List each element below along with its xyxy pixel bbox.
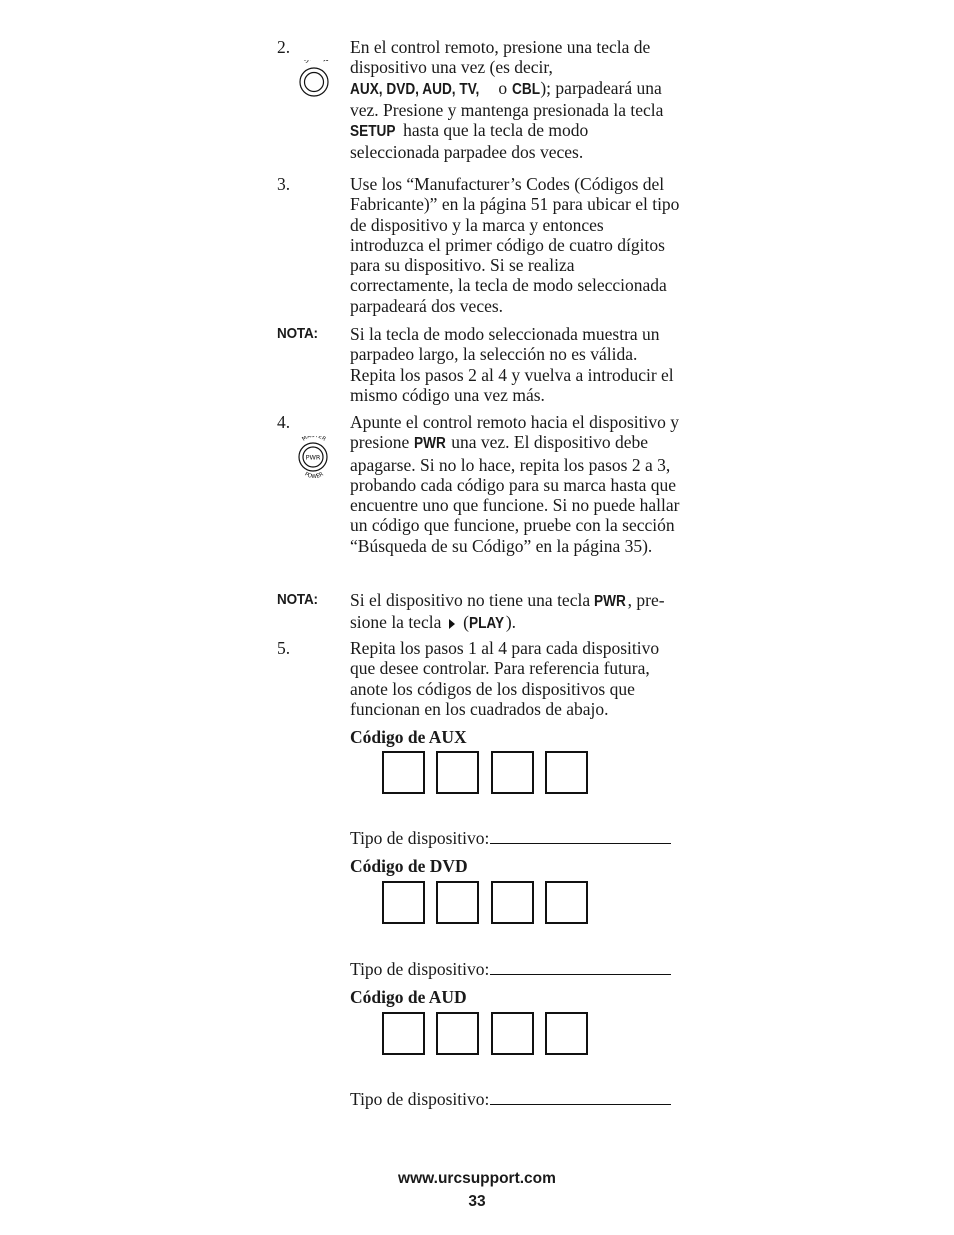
code-digit-box[interactable] [545,751,588,794]
code-digit-box[interactable] [382,1012,425,1055]
device-type-field: Tipo de dispositivo: [350,1089,671,1109]
step-number: 4. [277,412,291,432]
device-type-blank[interactable] [490,829,671,844]
code-digit-box[interactable] [545,881,588,924]
note-label: NOTA: [277,591,318,608]
play-icon [449,619,455,629]
step-text: Apunte el control remoto hacia el dispositivo y presione PWR una vez. El dispositivo debe apagarse. Si no lo hace, repita los pasos 2 a 3, probando cada código para su marca hasta que encuentre uno que funcione. Si no puede hallar un código que funcione, pruebe con la sección “Búsqueda de su Código” en la página 35). [350,412,680,556]
key-label: SETUP [350,123,396,141]
key-label: PWR [594,593,627,610]
code-digit-box[interactable] [491,1012,534,1055]
footer-url[interactable]: www.urcsupport.com [398,1170,556,1187]
note-text: Si la tecla de modo seleccionada muestra un parpadeo largo, la selección no es válida. Repita los pasos 2 al 4 y vuelva a introducir el mismo código una vez más. [350,324,674,405]
step-number: 5. [277,638,291,658]
code-digit-box[interactable] [382,881,425,924]
svg-text:POWER: POWER [303,471,325,478]
code-digit-box[interactable] [491,881,534,924]
code-section-heading: Código de AUX [350,727,467,747]
device-type-field: Tipo de dispositivo: [350,828,671,848]
step-text: En el control remoto, presione una tecla de dispositivo una vez (es decir, AUX, DVD, AUD, TV, o CBL); parpadeará una vez. Presione y mantenga presionada la tecla SETUP hasta que la tecla de modo seleccionada parpadee dos veces. [350,37,664,163]
note-text: Si el dispositivo no tiene una tecla PWR, pre-sione la tecla (PLAY ). [350,590,680,635]
svg-text:PWR: PWR [305,453,321,462]
key-label: AUX, DVD, AUD, TV, [350,80,480,98]
key-label: CBL [511,80,540,98]
setup-button-icon [296,60,336,104]
page-number: 33 [468,1193,486,1210]
code-digit-box[interactable] [436,881,479,924]
code-digit-box[interactable] [491,751,534,794]
code-digit-box[interactable] [382,751,425,794]
device-type-field: Tipo de dispositivo: [350,959,671,979]
step-number: 3. [277,174,291,194]
code-digit-box[interactable] [436,1012,479,1055]
code-digit-box[interactable] [436,751,479,794]
device-type-blank[interactable] [490,1090,671,1105]
note-label: NOTA: [277,325,318,342]
device-type-blank[interactable] [490,960,671,975]
master-power-button-icon [293,436,335,482]
step-number: 2. [277,37,291,57]
svg-text:SETUP: S P [302,60,330,65]
key-label: PLAY [468,615,505,633]
step-text: Use los “Manufacturer’s Codes (Códigos del Fabricante)” en la página 51 para ubicar el tipo de dispositivo y la marca y entonces introduzca el primer código de cuatro dígitos para su dispositivo. Si se realiza correctamente, la tecla de modo seleccionada parpadeará dos veces. [350,174,680,316]
code-section-heading: Código de AUD [350,987,467,1007]
svg-text:MASTER: MASTER [301,436,327,443]
step-text: Repita los pasos 1 al 4 para cada dispositivo que desee controlar. Para referencia futura, anote los códigos de los dispositivos que funcionan en los cuadrados de abajo. [350,638,660,719]
code-digit-box[interactable] [545,1012,588,1055]
key-label: PWR [413,435,446,453]
code-section-heading: Código de DVD [350,856,468,876]
